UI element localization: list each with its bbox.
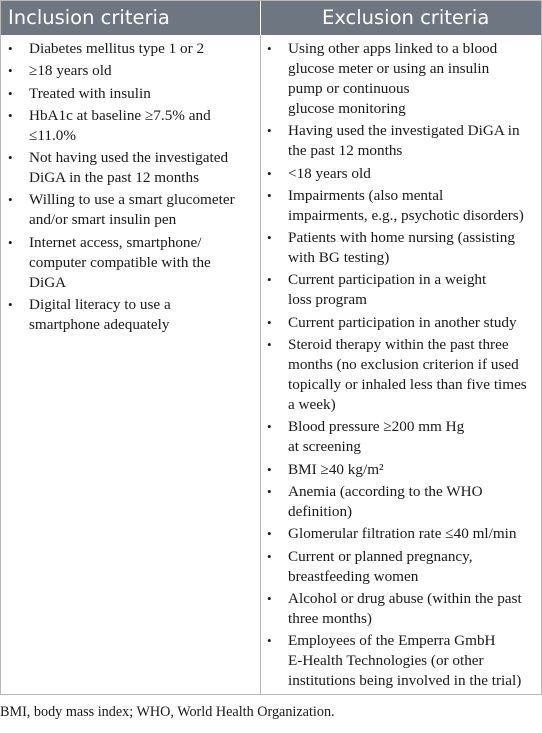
exclusion-item xyxy=(261,460,541,480)
exclusion-item-line: breastfeeding women xyxy=(288,567,419,585)
inclusion-item xyxy=(1,148,260,188)
exclusion-item xyxy=(261,228,541,268)
bullet-icon: • xyxy=(267,314,272,330)
inclusion-column xyxy=(1,35,260,694)
exclusion-item-line: E-Health Technologies (or other xyxy=(288,652,484,670)
exclusion-item xyxy=(261,524,541,544)
exclusion-item-line: months (no exclusion criterion if used xyxy=(288,356,519,374)
exclusion-column xyxy=(261,35,541,694)
inclusion-item-line: DiGA in the past 12 months xyxy=(29,169,200,187)
table-header xyxy=(1,1,541,35)
inclusion-header: Inclusion criteria xyxy=(8,6,170,29)
exclusion-item-line: <18 years old xyxy=(288,164,371,182)
exclusion-item-line: at screening xyxy=(288,438,361,456)
exclusion-item-line: Current participation in another study xyxy=(288,313,517,331)
exclusion-item-line: definition) xyxy=(288,502,353,520)
exclusion-item-line: Impairments (also mental xyxy=(288,186,444,204)
inclusion-item xyxy=(1,233,260,293)
exclusion-item-line: Steroid therapy within the past three xyxy=(288,336,509,354)
inclusion-item-line: ≥18 years old xyxy=(29,62,112,80)
bullet-icon: • xyxy=(8,150,13,166)
exclusion-item-line: Patients with home nursing (assisting xyxy=(288,229,515,247)
bullet-icon: • xyxy=(267,461,272,477)
bullet-icon: • xyxy=(8,234,13,250)
header-divider xyxy=(260,1,261,35)
inclusion-item xyxy=(1,61,260,81)
bullet-icon: • xyxy=(267,483,272,499)
inclusion-item-line: Internet access, smartphone/ xyxy=(29,233,202,251)
exclusion-item-line: the past 12 months xyxy=(288,142,403,160)
inclusion-item xyxy=(1,84,260,104)
table-footnote: BMI, body mass index; WHO, World Health Organization. xyxy=(0,704,335,720)
bullet-icon: • xyxy=(267,230,272,246)
inclusion-item-line: DiGA xyxy=(29,273,67,291)
bullet-icon: • xyxy=(8,63,13,79)
bullet-icon: • xyxy=(267,272,272,288)
exclusion-item xyxy=(261,547,541,587)
inclusion-item-line: Diabetes mellitus type 1 or 2 xyxy=(29,40,205,57)
bullet-icon: • xyxy=(8,41,13,56)
exclusion-item-line: three months) xyxy=(288,609,372,627)
exclusion-item-line: glucose meter or using an insulin xyxy=(288,60,490,77)
exclusion-item xyxy=(261,164,541,184)
inclusion-item xyxy=(1,106,260,146)
exclusion-item-line: impairments, e.g., psychotic disorders) xyxy=(288,206,524,224)
exclusion-item xyxy=(261,39,541,119)
bullet-icon: • xyxy=(8,297,13,313)
bullet-icon: • xyxy=(267,187,272,203)
bullet-icon: • xyxy=(267,526,272,542)
exclusion-list xyxy=(261,35,541,691)
exclusion-item-line: loss program xyxy=(288,291,367,309)
exclusion-item xyxy=(261,121,541,161)
exclusion-item-line: with BG testing) xyxy=(288,249,390,267)
bullet-icon: • xyxy=(267,419,272,435)
exclusion-item-line: Employees of the Emperra GmbH xyxy=(288,632,496,650)
bullet-icon: • xyxy=(267,590,272,606)
bullet-icon: • xyxy=(8,85,13,101)
inclusion-item-line: Digital literacy to use a xyxy=(29,296,171,314)
exclusion-item-line: Alcohol or drug abuse (within the past xyxy=(288,589,522,607)
bullet-icon: • xyxy=(8,107,13,123)
exclusion-item-line: a week) xyxy=(288,396,336,414)
inclusion-item-line: HbA1c at baseline ≥7.5% and xyxy=(29,106,211,124)
bullet-icon: • xyxy=(267,337,272,353)
inclusion-item-line: Treated with insulin xyxy=(29,84,151,102)
exclusion-item xyxy=(261,270,541,310)
inclusion-item-line: smartphone adequately xyxy=(29,316,170,334)
bullet-icon: • xyxy=(267,548,272,564)
inclusion-item-line: and/or smart insulin pen xyxy=(29,211,177,229)
bullet-icon: • xyxy=(267,165,272,181)
inclusion-list xyxy=(1,35,260,335)
exclusion-item-line: institutions being involved in the trial) xyxy=(288,672,522,690)
bullet-icon: • xyxy=(8,192,13,208)
exclusion-item-line: Current or planned pregnancy, xyxy=(288,547,473,565)
exclusion-item xyxy=(261,186,541,226)
bullet-icon: • xyxy=(267,633,272,649)
inclusion-item xyxy=(1,190,260,230)
exclusion-item xyxy=(261,589,541,629)
inclusion-item-line: Not having used the investigated xyxy=(29,149,229,167)
exclusion-item xyxy=(261,417,541,457)
exclusion-item xyxy=(261,482,541,522)
exclusion-item-line: topically or inhaled less than five times xyxy=(288,376,527,394)
exclusion-header: Exclusion criteria xyxy=(322,6,490,29)
exclusion-item xyxy=(261,313,541,333)
bullet-icon: • xyxy=(267,41,272,56)
inclusion-item xyxy=(1,295,260,335)
exclusion-item xyxy=(261,335,541,415)
exclusion-item-line: BMI ≥40 kg/m² xyxy=(288,460,384,478)
exclusion-item-line: pump or continuous xyxy=(288,80,410,97)
bullet-icon: • xyxy=(267,123,272,139)
inclusion-item-line: Willing to use a smart glucometer xyxy=(29,191,235,209)
exclusion-item-line: Glomerular filtration rate ≤40 ml/min xyxy=(288,525,517,543)
exclusion-item-line: Using other apps linked to a blood xyxy=(288,40,498,57)
exclusion-item xyxy=(261,631,541,691)
inclusion-item xyxy=(1,39,260,59)
exclusion-item-line: Anemia (according to the WHO xyxy=(288,482,483,500)
inclusion-item-line: computer compatible with the xyxy=(29,253,211,271)
inclusion-item-line: ≤11.0% xyxy=(29,126,77,144)
exclusion-item-line: glucose monitoring xyxy=(288,100,406,117)
exclusion-item-line: Blood pressure ≥200 mm Hg xyxy=(288,418,465,436)
exclusion-item-line: Having used the investigated DiGA in xyxy=(288,122,520,140)
exclusion-item-line: Current participation in a weight xyxy=(288,271,487,289)
